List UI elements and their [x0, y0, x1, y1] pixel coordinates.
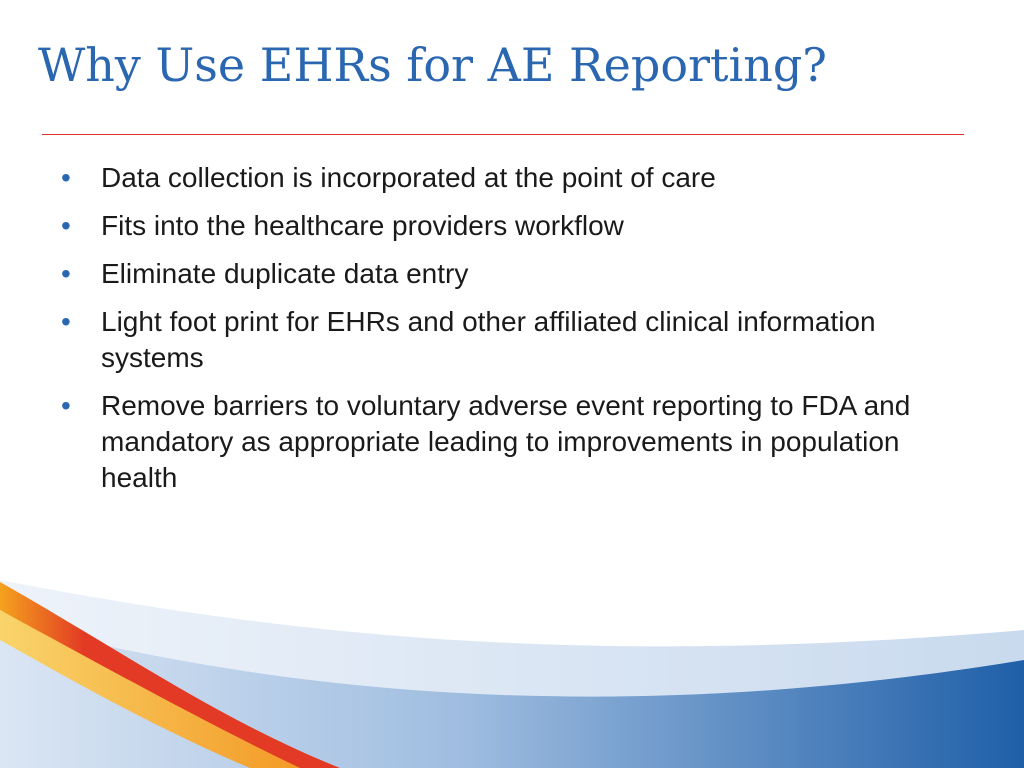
decorative-swoosh [0, 560, 1024, 768]
title-divider [42, 134, 964, 135]
bullet-text: Light foot print for EHRs and other affiliated clinical information systems [101, 306, 876, 373]
bullet-icon: • [61, 390, 71, 421]
slide-title: Why Use EHRs for AE Reporting? [38, 38, 827, 92]
bullet-icon: • [61, 210, 71, 241]
bullet-list [0, 160, 1024, 508]
bullet-item [0, 256, 1024, 292]
bullet-item [0, 160, 1024, 196]
bullet-text: Remove barriers to voluntary adverse event reporting to FDA and mandatory as appropriate leading to improvements in population health [101, 390, 911, 493]
bullet-text: Eliminate duplicate data entry [101, 258, 469, 289]
bullet-icon: • [61, 306, 71, 337]
bullet-text: Fits into the healthcare providers workflow [101, 210, 624, 241]
bullet-item [0, 388, 1024, 496]
bullet-item [0, 304, 1024, 376]
bullet-icon: • [61, 258, 71, 289]
bullet-icon: • [61, 162, 71, 193]
bullet-item [0, 208, 1024, 244]
bullet-text: Data collection is incorporated at the point of care [101, 162, 716, 193]
